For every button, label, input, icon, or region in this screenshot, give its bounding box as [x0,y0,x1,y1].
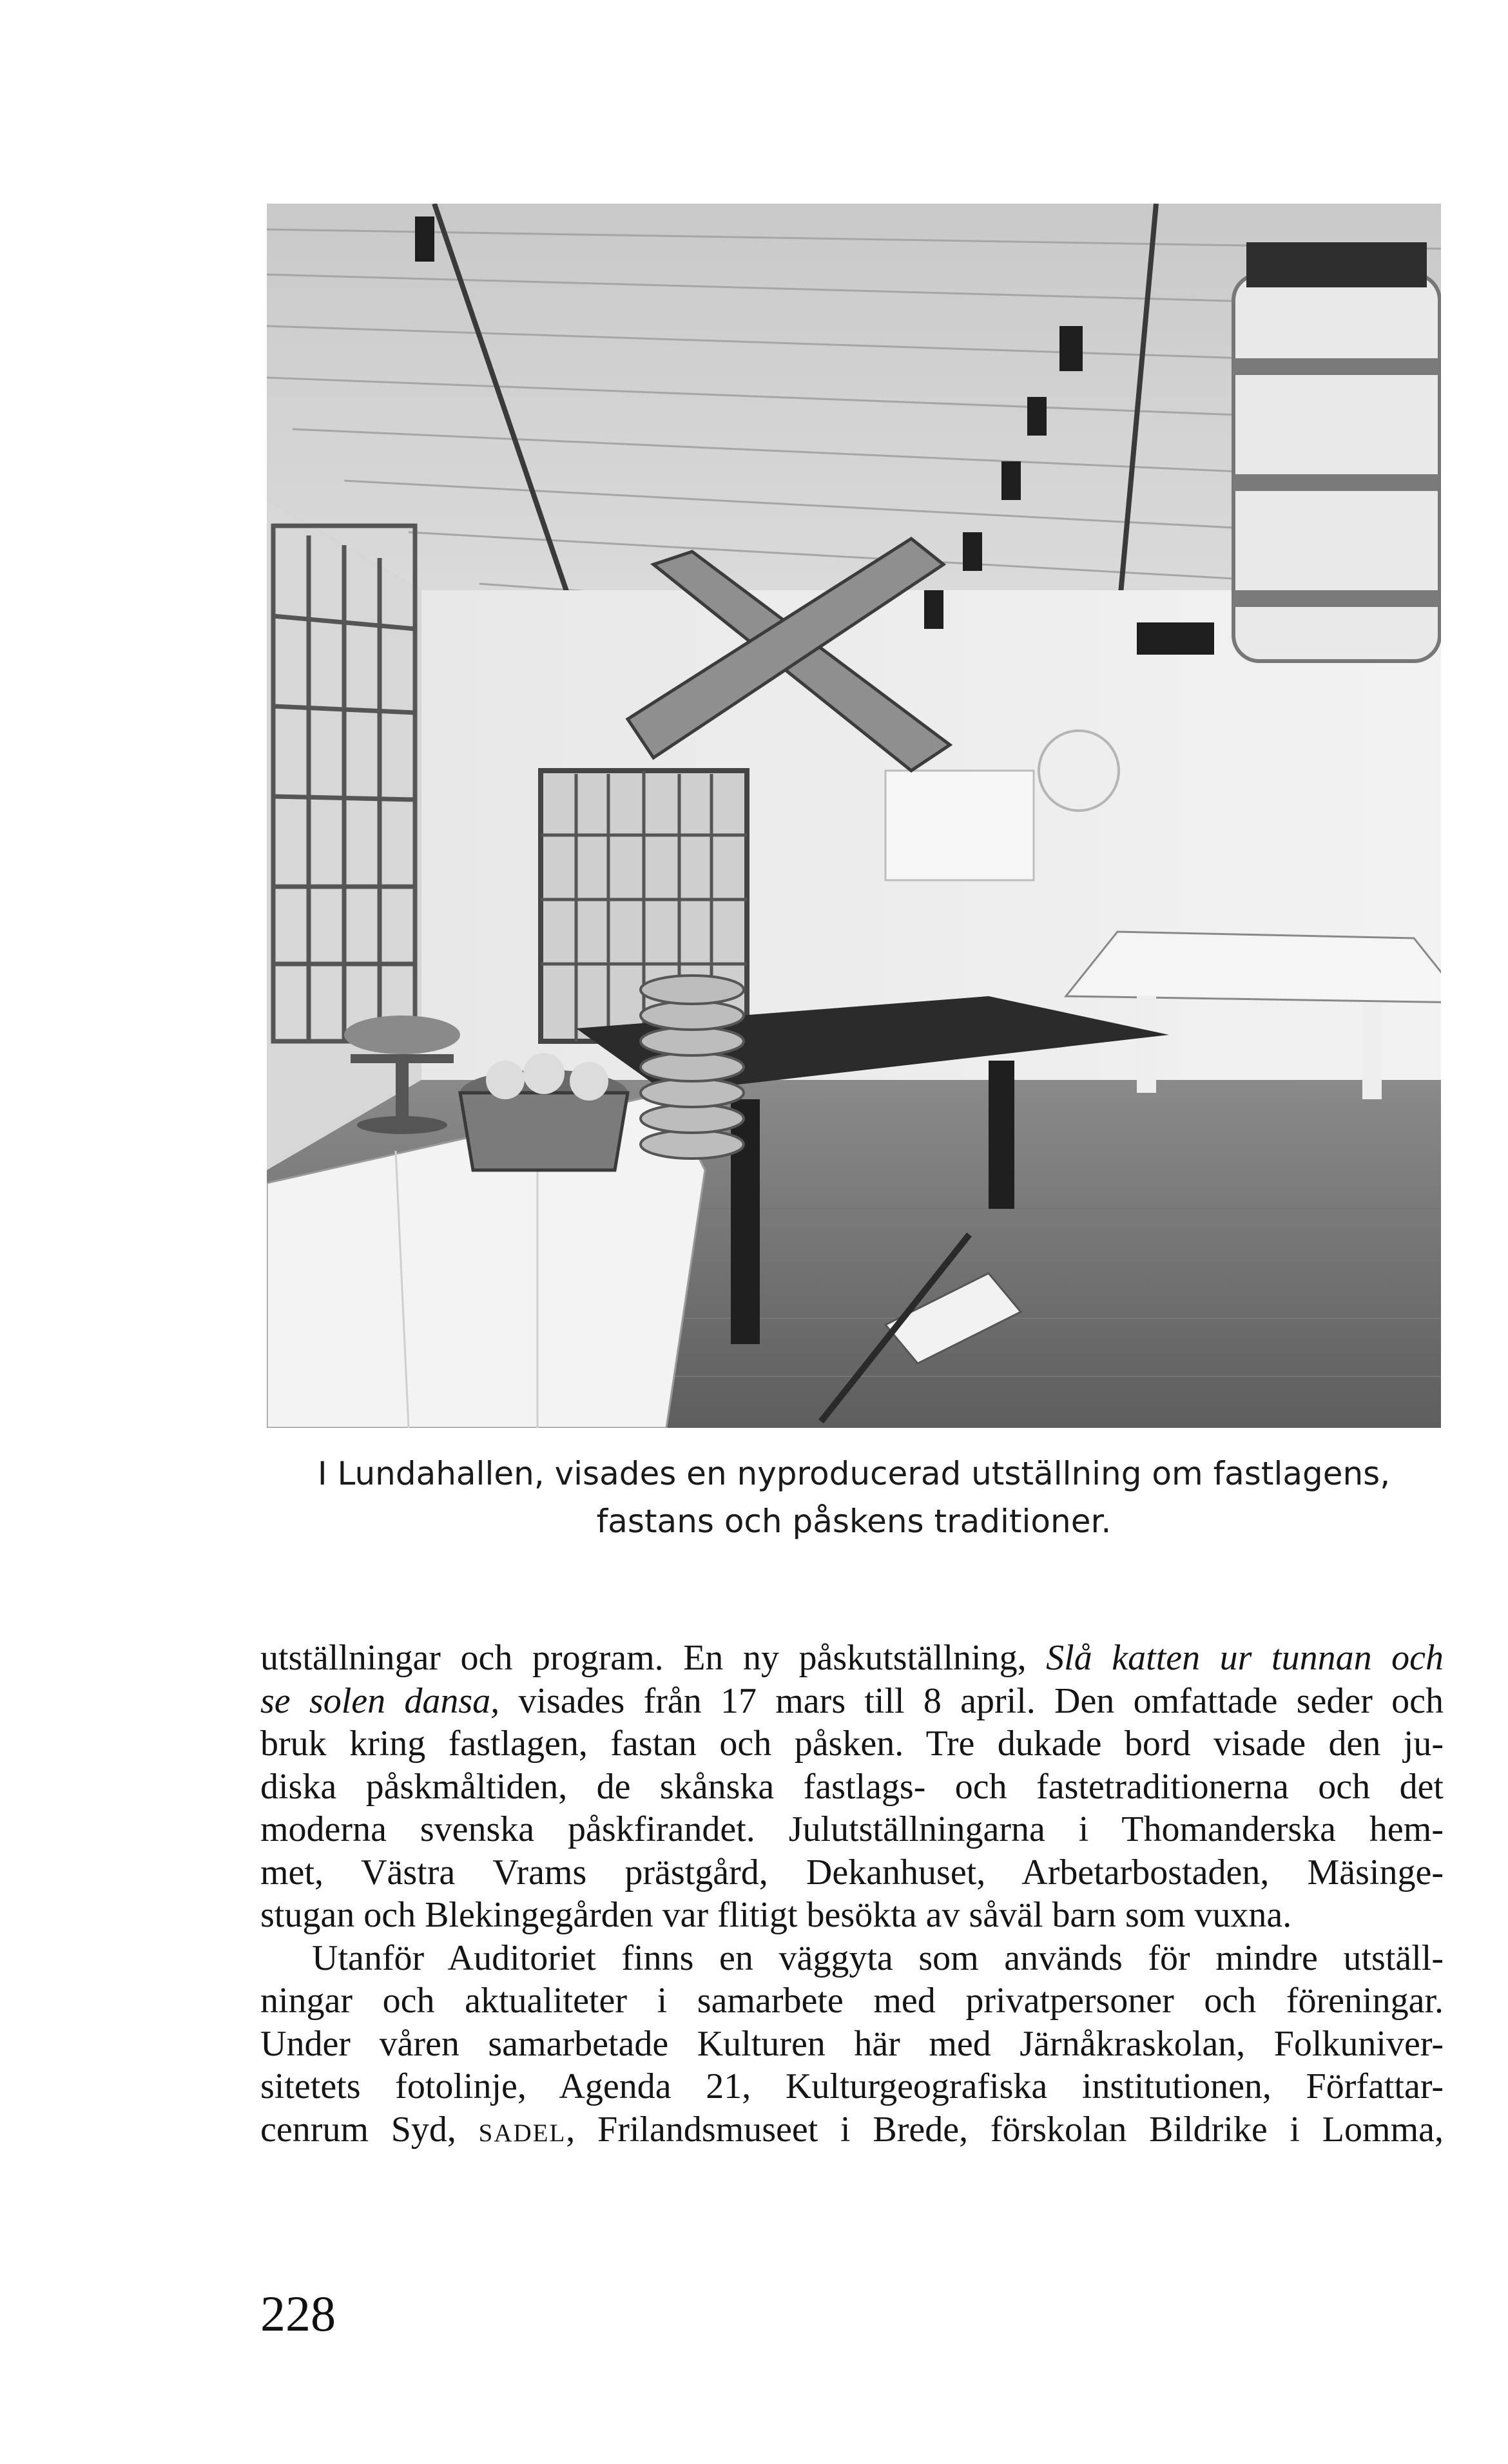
body-text-run: , Frilandsmuseet i Brede, förskolan Bildrike i Lomma, [566,2109,1444,2150]
body-line: Under våren samarbetade Kulturen här med Järnåkraskolan, Folkuniver- [260,2023,1444,2064]
body-line: bruk kring fastlagen, fastan och påsken. Tre dukade bord visade den ju- [260,1724,1444,1764]
body-text-run: utställningar och program. En ny påskutställning, [260,1638,1027,1678]
body-text [260,1637,1444,2151]
body-text-run: cenrum Syd, [260,2109,456,2150]
caption-line-2: fastans och påskens traditioner. [596,1503,1112,1540]
body-line: Utanför Auditoriet finns en väggyta som används för mindre utställ- [312,1938,1444,1978]
body-line: moderna svenska påskfirandet. Julutställningarna i Thomanderska hem- [260,1809,1444,1849]
body-line [260,2108,1444,2151]
body-line: met, Västra Vrams prästgård, Dekanhuset, Arbetarbostaden, Mäsinge- [260,1852,1444,1892]
body-line [260,1680,1444,1723]
page-number: 228 [260,2286,336,2342]
body-line: stugan och Blekingegården var flitigt besökta av såväl barn som vuxna. [260,1895,1292,1935]
caption-line-1: I Lundahallen, visades en nyproducerad utställning om fastlagens, [317,1455,1391,1492]
body-line: ningar och aktualiteter i samarbete med privatpersoner och föreningar. [260,1981,1444,2021]
body-line: sitetets fotolinje, Agenda 21, Kulturgeografiska institutionen, Författar- [260,2066,1444,2106]
body-text-run: visades från 17 mars till 8 april. Den omfattade seder och [518,1680,1444,1721]
body-line [260,1637,1444,1680]
photo-caption [267,1450,1441,1545]
exhibition-title: Slå katten ur tunnan och [1046,1638,1444,1678]
sadel-acronym: sadel [478,2109,566,2150]
body-line: diska påskmåltiden, de skånska fastlags- och fastetraditionerna och det [260,1766,1444,1807]
exhibition-photo-drawing [267,204,1441,1428]
exhibition-title: se solen dansa, [260,1680,500,1721]
exhibition-photo [267,204,1441,1428]
